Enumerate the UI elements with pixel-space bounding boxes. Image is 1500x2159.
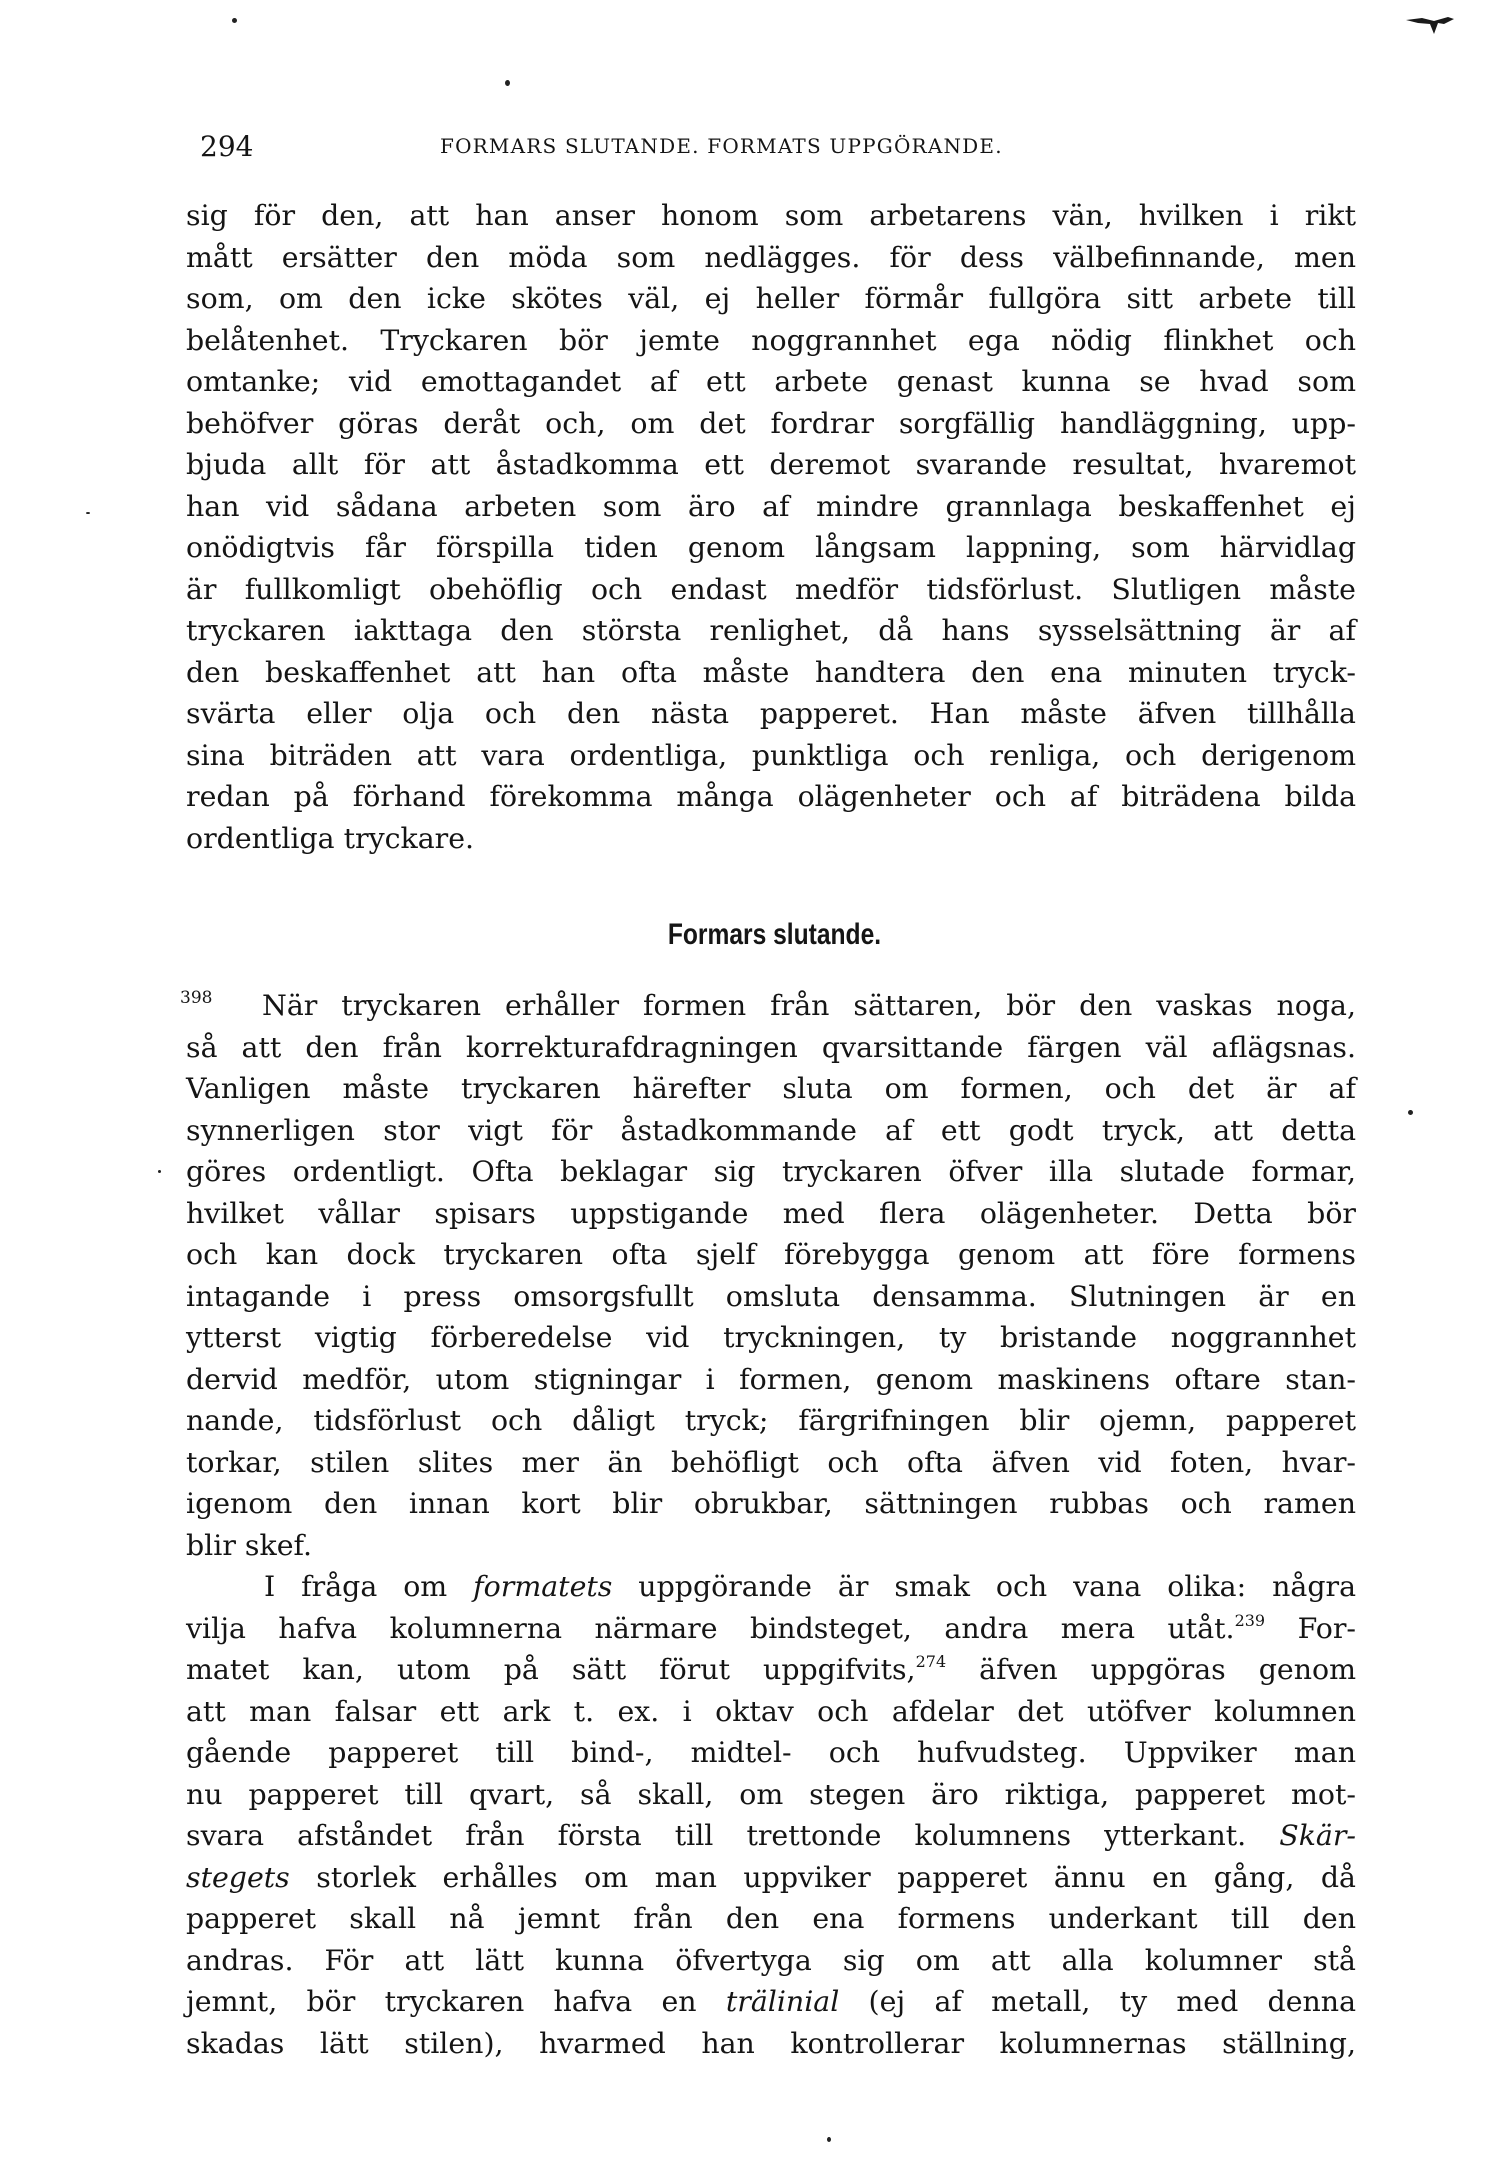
text-run: jemnt, bör tryckaren hafva en — [186, 1985, 726, 2018]
text-line: igenom den innan kort blir obrukbar, sättningen rubbas och ramen — [186, 1487, 1356, 1520]
text-run: (ej af metall, ty med denna — [839, 1985, 1356, 2018]
italic-term: Skär- — [1279, 1819, 1356, 1852]
text-line — [186, 1566, 1356, 1608]
paragraph-formatets-uppgorande — [186, 1566, 1356, 2064]
footnote-reference: 239 — [1234, 1610, 1266, 1630]
footnote-reference: 274 — [915, 1652, 947, 1671]
corner-ink-mark — [1404, 12, 1456, 38]
text-line: så att den från korrekturafdragningen qvarsittande färgen väl aflägsnas. — [186, 1030, 1356, 1064]
running-title: FORMARS SLUTANDE. FORMATS UPPGÖRANDE. — [440, 134, 1003, 158]
section-number: 398 — [180, 988, 213, 1008]
section-heading: Formars slutande. — [667, 918, 882, 951]
text-run: svara afståndet från första till trettonde kolumnens ytterkant. — [186, 1819, 1280, 1852]
text-line: sig för den, att han anser honom som arbetarens vän, hvilken i rikt — [186, 199, 1356, 232]
text-run: vilja hafva kolumnerna närmare bindsteget, andra mera utåt. — [186, 1611, 1235, 1645]
ink-speck — [1408, 1110, 1413, 1115]
text-line: synnerligen stor vigt för åstadkommande af ett godt tryck, att detta — [186, 1113, 1356, 1147]
italic-term: trälinial — [725, 1985, 840, 2018]
text-line: att man falsar ett ark t. ex. i oktav och afdelar det utöfver kolumnen — [186, 1694, 1356, 1728]
text-line: bjuda allt för att åstadkomma ett deremot svarande resultat, hvaremot — [186, 448, 1356, 481]
text-line: papperet skall nå jemnt från den ena formens underkant till den — [186, 1902, 1356, 1935]
text-line: gående papperet till bind-, midtel- och hufvudsteg. Uppviker man — [186, 1736, 1356, 1769]
paragraph-formars-slutande — [186, 985, 1356, 1566]
text-line: sina biträden att vara ordentliga, punktliga och renliga, och derigenom — [186, 738, 1356, 772]
ink-speck — [505, 80, 510, 86]
paragraph-continuation — [186, 195, 1356, 859]
ink-speck — [158, 1170, 161, 1173]
text-line: skadas lätt stilen), hvarmed han kontrollerar kolumnernas ställning, — [186, 2026, 1356, 2060]
text-line — [186, 1981, 1356, 2023]
text-line: behöfver göras deråt och, om det fordrar sorgfällig handläggning, upp- — [186, 406, 1356, 440]
italic-term: stegets — [186, 1860, 290, 1894]
text-line — [186, 1815, 1356, 1857]
text-line: ytterst vigtig förberedelse vid tryckningen, ty bristande noggrannhet — [186, 1321, 1356, 1354]
text-run: For- — [1265, 1611, 1357, 1645]
text-line: nu papperet till qvart, så skall, om stegen äro riktiga, papperet mot- — [186, 1777, 1356, 1811]
text-run: matet kan, utom på sätt förut uppgifvits, — [186, 1653, 916, 1686]
text-line: belåtenhet. Tryckaren bör jemte noggrannhet ega nödig flinkhet och — [186, 323, 1356, 357]
text-line: mått ersätter den möda som nedlägges. för dess välbefinnande, men — [186, 240, 1356, 274]
text-line: är fullkomligt obehöflig och endast medför tidsförlust. Slutligen måste — [186, 572, 1356, 606]
text-line: nande, tidsförlust och dåligt tryck; färgrifningen blir ojemn, papperet — [186, 1404, 1356, 1437]
italic-term: formatets — [473, 1570, 613, 1603]
text-line: onödigtvis får förspilla tiden genom långsam lappning, som härvidlag — [186, 531, 1356, 564]
text-line: intagande i press omsorgsfullt omsluta densamma. Slutningen är en — [186, 1279, 1356, 1313]
ink-speck — [232, 18, 237, 23]
text-line: som, om den icke skötes väl, ej heller förmår fullgöra sitt arbete till — [186, 282, 1356, 315]
text-line: ordentliga tryckare. — [186, 821, 475, 855]
text-run: I fråga om — [264, 1570, 474, 1603]
text-line: hvilket vållar spisars uppstigande med flera olägenheter. Detta bör — [186, 1196, 1356, 1230]
text-line: När tryckaren erhåller formen från sättaren, bör den vaskas noga, — [262, 989, 1356, 1022]
text-line: han vid sådana arbeten som äro af mindre grannlaga beskaffenhet ej — [186, 489, 1356, 523]
ink-speck — [86, 512, 90, 514]
text-line: göres ordentligt. Ofta beklagar sig tryckaren öfver illa slutade formar, — [186, 1155, 1356, 1188]
page-header — [200, 130, 1340, 170]
text-line: Vanligen måste tryckaren härefter sluta om formen, och det är af — [186, 1072, 1356, 1105]
text-line: dervid medför, utom stigningar i formen, genom maskinens oftare stan- — [186, 1362, 1356, 1396]
text-line — [186, 1649, 1356, 1691]
ink-speck — [827, 2137, 831, 2142]
text-run: äfven uppgöras genom — [946, 1653, 1357, 1686]
text-line: tryckaren iakttaga den största renlighet, då hans sysselsättning är af — [186, 614, 1356, 647]
page-number: 294 — [200, 130, 254, 163]
text-line — [186, 1857, 1356, 1899]
text-line: andras. För att lätt kunna öfvertyga sig om att alla kolumner stå — [186, 1943, 1356, 1977]
text-line: svärta eller olja och den nästa papperet. Han måste äfven tillhålla — [186, 697, 1356, 730]
text-line: blir skef. — [186, 1528, 313, 1562]
text-line: redan på förhand förekomma många olägenheter och af biträdena bilda — [186, 780, 1356, 813]
text-line — [186, 1608, 1356, 1650]
text-run: uppgörande är smak och vana olika: några — [612, 1570, 1356, 1603]
text-line: och kan dock tryckaren ofta sjelf förebygga genom att före formens — [186, 1238, 1356, 1271]
text-line: den beskaffenhet att han ofta måste handtera den ena minuten tryck- — [186, 655, 1356, 689]
text-line: torkar, stilen slites mer än behöfligt och ofta äfven vid foten, hvar- — [186, 1445, 1356, 1479]
text-run: storlek erhålles om man uppviker papperet ännu en gång, då — [289, 1860, 1356, 1894]
text-line: omtanke; vid emottagandet af ett arbete genast kunna se hvad som — [186, 365, 1356, 398]
